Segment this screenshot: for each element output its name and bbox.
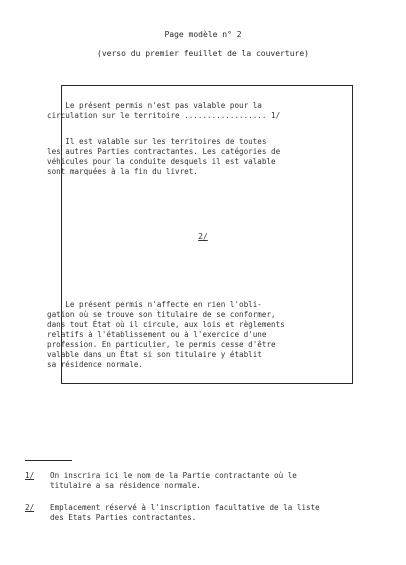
footnote-reference-2 <box>0 232 406 242</box>
text-line: circulation sur le territoire .................. 1/ <box>47 111 281 120</box>
text-line: sont marquées à la fin du livret. <box>47 167 198 176</box>
text-line: des Etats Parties contractantes. <box>50 513 197 522</box>
box-paragraph-obligations <box>47 300 332 370</box>
text-line: valable dans un État si son titulaire y établit <box>47 350 262 359</box>
page-title: Page modèle n° 2 <box>164 30 242 39</box>
text-line: les autres Parties contractantes. Les catégories de <box>47 147 281 156</box>
text-line: profession. En particulier, le permis cesse d'être <box>47 340 276 349</box>
text-line: relatifs à l'établissement ou à l'exercice d'une <box>47 330 267 339</box>
footnote-marker: 2/ <box>198 232 208 241</box>
box-paragraph-territory <box>47 101 332 121</box>
text-line: Il est valable sur les territoires de toutes <box>47 137 267 146</box>
box-paragraph-validity <box>47 137 332 177</box>
text-line: dans tout État où il circule, aux lois et règlements <box>47 320 285 329</box>
text-line: Le présent permis n'est pas valable pour la <box>47 101 262 110</box>
footnote-divider <box>25 460 72 461</box>
text-line: gation où se trouve son titulaire de se conformer, <box>47 310 276 319</box>
footnote-text <box>50 471 395 491</box>
footnote-mark: 1/ <box>25 471 35 480</box>
text-line: Le présent permis n'affecte en rien l'obli- <box>47 300 262 309</box>
text-line: véhicules pour la conduite desquels il est valable <box>47 157 276 166</box>
text-line: sa résidence normale. <box>47 360 144 369</box>
footnote-mark: 2/ <box>25 503 35 512</box>
text-line: titulaire a sa résidence normale. <box>50 481 201 490</box>
text-line: Emplacement réservé à l'inscription facultative de la liste <box>50 503 320 512</box>
page-subtitle: (verso du premier feuillet de la couverture) <box>97 49 309 58</box>
text-line: On inscrira ici le nom de la Partie contractante où le <box>50 471 297 480</box>
footnote-text <box>50 503 395 523</box>
